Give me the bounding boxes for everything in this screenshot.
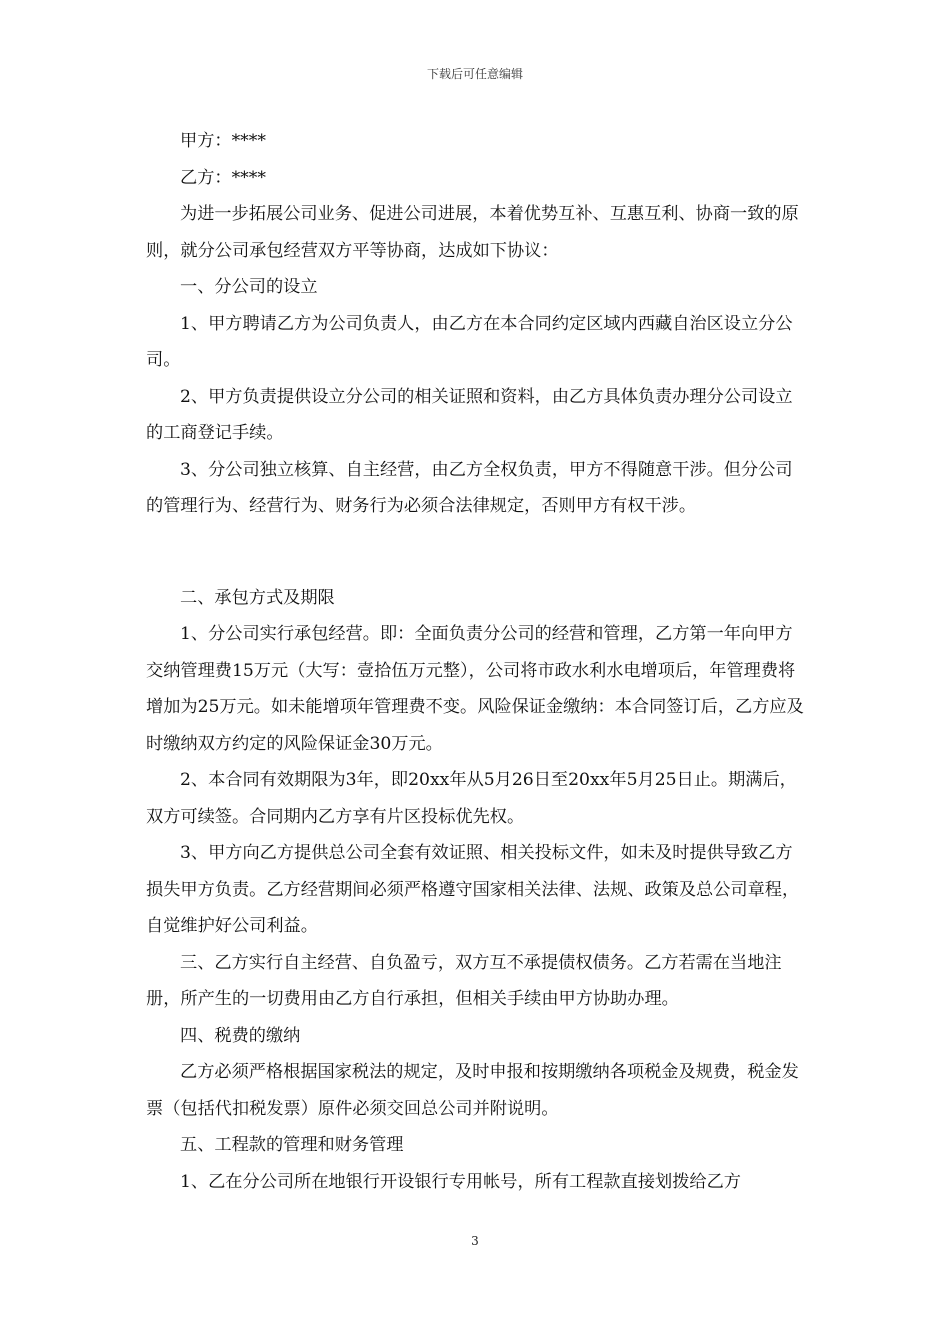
section-3-paragraph: 三、乙方实行自主经营、自负盈亏，双方互不承提债权债务。乙方若需在当地注册，所产生的一切费用由乙方自行承担，但相关手续由甲方协助办理。 — [146, 952, 782, 1009]
clause-2-3: 3、甲方向乙方提供总公司全套有效证照、相关投标文件，如未及时提供导致乙方损失甲方负责。乙方经营期间必须严格遵守国家相关法律、法规、政策及总公司章程，自觉维护好公司利益。 — [146, 843, 800, 936]
party-a-line: 甲方：**** — [180, 131, 266, 151]
clause-5-1: 1、乙在分公司所在地银行开设银行专用帐号，所有工程款直接划拨给乙方 — [180, 1171, 741, 1192]
clause-1-1: 1、甲方聘请乙方为公司负责人，由乙方在本合同约定区域内西藏自治区设立分公司。 — [146, 313, 793, 370]
section-heading-2: 二、承包方式及期限 — [180, 587, 335, 608]
section-heading-5: 五、工程款的管理和财务管理 — [180, 1135, 404, 1155]
paragraph-spacer — [146, 525, 806, 580]
preamble-paragraph: 为进一步拓展公司业务、促进公司进展，本着优势互补、互惠互利、协商一致的原则，就分公司承包经营双方平等协商，达成如下协议： — [146, 204, 799, 261]
page-number: 3 — [471, 1234, 479, 1248]
clause-1-3: 3、分公司独立核算、自主经营，由乙方全权负责，甲方不得随意干涉。但分公司的管理行为、经营行为、财务行为必须合法律规定，否则甲方有权干涉。 — [146, 459, 793, 516]
section-heading-4: 四、税费的缴纳 — [180, 1025, 301, 1046]
clause-1-2: 2、甲方负责提供设立分公司的相关证照和资料，由乙方具体负责办理分公司设立的工商登记手续。 — [146, 386, 793, 443]
clause-2-1: 1、分公司实行承包经营。即：全面负责分公司的经营和管理，乙方第一年向甲方交纳管理费15万元（大写：壹拾伍万元整），公司将市政水利水电增项后，年管理费将增加为25万元。如未能增项年管理费不变。风险保证金缴纳：本合同签订后，乙方应及时缴纳双方约定的风险保证金30万元。 — [146, 624, 804, 754]
party-b-line: 乙方：**** — [180, 167, 266, 188]
page-header: 下载后可任意编辑 — [426, 67, 523, 81]
clause-4-body: 乙方必须严格根据国家税法的规定，及时申报和按期缴纳各项税金及规费，税金发票（包括代扣税发票）原件必须交回总公司并附说明。 — [146, 1062, 799, 1119]
document-body — [146, 123, 806, 1200]
clause-2-2: 2、本合同有效期限为3年，即20xx年从5月26日至20xx年5月25日止。期满后，双方可续签。合同期内乙方享有片区投标优先权。 — [146, 770, 797, 827]
section-heading-1: 一、分公司的设立 — [180, 277, 318, 297]
